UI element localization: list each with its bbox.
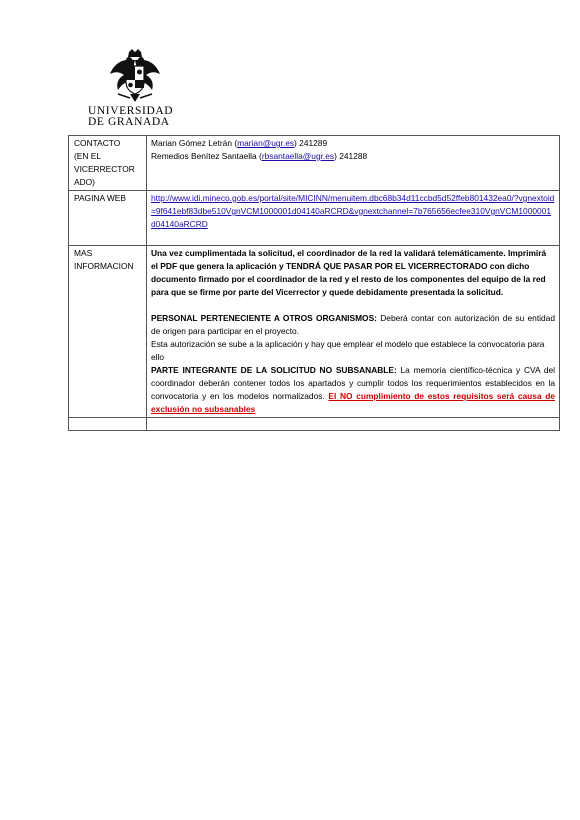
university-name-line1: UNIVERSIDAD [88, 105, 174, 117]
non-rectifiable-paragraph [151, 364, 555, 416]
mas-info-label-line: MAS [74, 248, 93, 258]
table-row-web [69, 191, 560, 246]
authorization-paragraph: Esta autorización se sube a la aplicación y hay que emplear el modelo que establece la convocatoria para ello [151, 339, 545, 362]
web-value [147, 191, 560, 246]
other-organisms-heading: PERSONAL PERTENECIENTE A OTROS ORGANISMOS: [151, 313, 377, 323]
validation-paragraph: Una vez cumplimentada la solicitud, el coordinador de la red la validará telemáticamente. Imprimirá el PDF que genera la aplicación y TENDRÁ QUE PASAR POR EL VICERRECTORADO con dicho documento firmado por el coordinador de la red y el resto de los componentes del equipo de la red para que se firme por parte del Vicerrector y quede debidamente presentada la solicitud. [151, 248, 547, 297]
empty-cell [69, 418, 147, 431]
contact-name: Remedios Benítez Santaella ( [151, 151, 262, 161]
exclusion-warning: El NO cumplimiento de estos requisitos será causa de exclusión no subsanables [151, 391, 555, 414]
university-name-line2: DE GRANADA [88, 116, 170, 128]
university-logo [88, 48, 188, 128]
spacer [151, 299, 555, 312]
contact-phone: ) 241288 [334, 151, 368, 161]
mas-info-label-line: INFORMACION [74, 261, 134, 271]
empty-cell [147, 418, 560, 431]
non-rectifiable-text: La memoria científico-técnica y CVA del coordinador deberán contener todos los apartados y cumplir todos los requerimientos establecidos en la convocatoria y en los modelos normalizados. [151, 365, 555, 401]
contacto-label-line: (EN EL [74, 151, 101, 161]
web-label: PAGINA WEB [69, 191, 147, 246]
contacto-label-line: VICERRECTOR [74, 164, 135, 174]
table-row-empty [69, 418, 560, 431]
contacto-label [69, 136, 147, 191]
web-url-link[interactable]: http://www.idi.mineco.gob.es/portal/site/MICINN/menuitem.dbc68b34d11ccbd5d52ffeb801432ea0/?vgnextoid=9f641ebf83dbe510VgnVCM1000001d04140aRCRD&vgnextchannel=7b765656ecfee310VgnVCM1000001d04140aRCRD [151, 193, 555, 229]
table-row-mas-info [69, 246, 560, 418]
contact-line-2 [151, 150, 555, 163]
contact-line-1 [151, 137, 555, 150]
contact-email-link[interactable]: rbsantaella@ugr.es [261, 151, 335, 161]
contact-phone: ) 241289 [294, 138, 328, 148]
contact-email-link[interactable]: marian@ugr.es [237, 138, 295, 148]
other-organisms-text: Deberá contar con autorización de su entidad de origen para participar en el proyecto. [151, 313, 555, 336]
info-table [68, 135, 560, 431]
contacto-label-line: CONTACTO [74, 138, 121, 148]
table-row-contacto [69, 136, 560, 191]
mas-info-label [69, 246, 147, 418]
contacto-label-line: ADO) [74, 177, 95, 187]
non-rectifiable-heading: PARTE INTEGRANTE DE LA SOLICITUD NO SUBSANABLE: [151, 365, 397, 375]
contact-name: Marian Gómez Letrán ( [151, 138, 238, 148]
contacto-value [147, 136, 560, 191]
coat-of-arms-icon [100, 48, 170, 104]
mas-info-value [147, 246, 560, 418]
other-organisms-paragraph [151, 312, 555, 338]
university-name [88, 106, 188, 128]
spacer [151, 231, 555, 244]
